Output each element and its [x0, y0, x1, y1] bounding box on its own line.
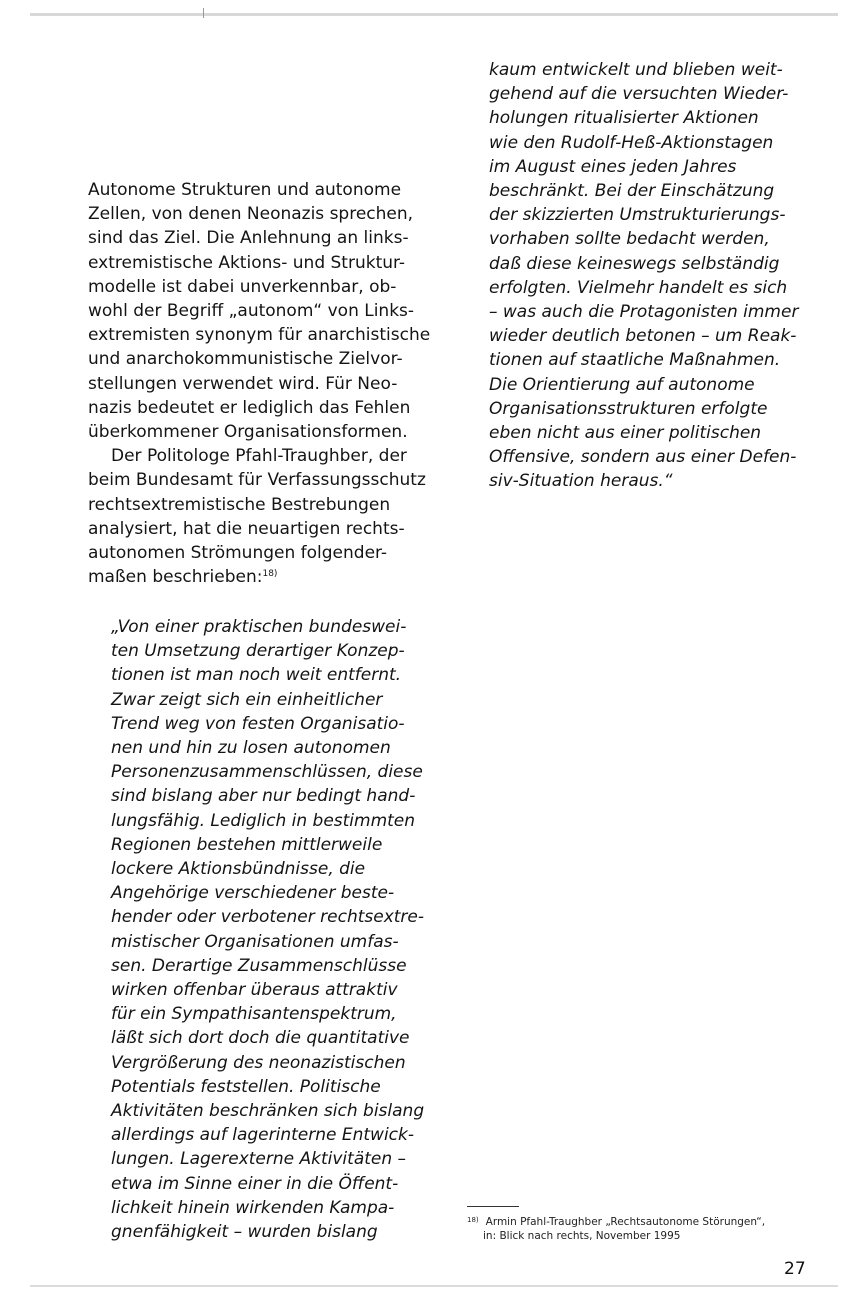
body-line: wohl der Begriff „autonom“ von Links-	[88, 301, 415, 322]
quote-line: holungen ritualisierter Aktionen	[489, 108, 759, 129]
body-line: rechtsextremistische Bestrebungen	[88, 494, 391, 515]
body-line: nazis bedeutet er lediglich das Fehlen	[88, 397, 411, 418]
block-quote-continued	[489, 58, 798, 494]
quote-line: Vergrößerung des neonazistischen	[111, 1052, 406, 1073]
quote-line: beschränkt. Bei der Einschätzung	[489, 181, 775, 202]
body-line: autonomen Strömungen folgender-	[88, 543, 388, 564]
quote-line: wieder deutlich betonen – um Reak-	[489, 326, 797, 347]
quote-line: mistischer Organisationen umfas-	[111, 931, 399, 952]
body-line-text: maßen beschrieben:	[88, 567, 263, 588]
quote-line: der skizzierten Umstrukturierungs-	[489, 205, 786, 226]
body-line: und anarchokommunistische Zielvor-	[88, 349, 403, 370]
footnote-divider	[467, 1206, 519, 1207]
top-tick-mark	[203, 8, 204, 18]
body-line: Autonome Strukturen und autonome	[88, 180, 402, 200]
quote-line: daß diese keineswegs selbständig	[489, 253, 780, 274]
body-line: analysiert, hat die neuartigen rechts-	[88, 518, 405, 539]
body-line: modelle ist dabei unverkennbar, ob-	[88, 276, 397, 297]
quote-line: wie den Rudolf-Heß-Aktionstagen	[489, 132, 774, 153]
quote-line: eben nicht aus einer politischen	[489, 423, 762, 444]
quote-line: etwa im Sinne einer in die Öffent-	[111, 1173, 399, 1194]
quote-line: Offensive, sondern aus einer Defen-	[489, 447, 797, 468]
quote-line: Die Orientierung auf autonome	[489, 374, 755, 395]
quote-line: lungen. Lagerexterne Aktivitäten –	[111, 1149, 407, 1170]
body-line: sind das Ziel. Die Anlehnung an links-	[88, 228, 409, 249]
body-line: Der Politologe Pfahl-Traughber, der	[111, 446, 407, 467]
quote-line: tionen auf staatliche Maßnahmen.	[489, 350, 781, 371]
quote-line: lichkeit hinein wirkenden Kampa-	[111, 1197, 395, 1218]
quote-line: Angehörige verschiedener beste-	[111, 883, 395, 904]
quote-line: im August eines jeden Jahres	[489, 156, 737, 177]
footnote	[467, 1213, 827, 1243]
bottom-border-line	[30, 1285, 838, 1287]
quote-line: gehend auf die versuchten Wieder-	[489, 84, 789, 105]
quote-line: Trend weg von festen Organisatio-	[111, 713, 405, 734]
quote-line: lockere Aktionsbündnisse, die	[111, 859, 366, 880]
footnote-reference: 18)	[262, 569, 278, 580]
quote-line: ten Umsetzung derartiger Konzep-	[111, 641, 405, 662]
body-line: beim Bundesamt für Verfassungsschutz	[88, 470, 426, 491]
quote-line: „Von einer praktischen bundeswei-	[111, 617, 407, 637]
body-line: überkommener Organisationsformen.	[88, 422, 408, 443]
quote-line: tionen ist man noch weit entfernt.	[111, 665, 402, 686]
quote-line: sen. Derartige Zusammenschlüsse	[111, 955, 407, 976]
quote-line: Personenzusammenschlüssen, diese	[111, 762, 423, 783]
quote-line: Zwar zeigt sich ein einheitlicher	[111, 689, 383, 710]
body-line: Zellen, von denen Neonazis sprechen,	[88, 204, 414, 225]
quote-line: siv-Situation heraus.“	[489, 471, 673, 492]
quote-line: Potentials feststellen. Politische	[111, 1076, 381, 1097]
quote-line: hender oder verbotener rechtsextre-	[111, 907, 425, 928]
body-line: extremisten synonym für anarchistische	[88, 325, 431, 346]
footnote-line	[467, 1213, 827, 1229]
quote-line: erfolgten. Vielmehr handelt es sich	[489, 277, 788, 298]
footnote-line: in: Blick nach rechts, November 1995	[483, 1230, 681, 1242]
quote-line: für ein Sympathisantenspektrum,	[111, 1004, 397, 1025]
quote-line: Organisationsstrukturen erfolgte	[489, 398, 768, 419]
body-line: stellungen verwendet wird. Für Neo-	[88, 373, 398, 394]
footnote-marker: 18)	[467, 1216, 479, 1224]
top-border-line	[30, 13, 838, 16]
body-paragraphs	[88, 178, 430, 589]
block-quote	[111, 615, 424, 1244]
quote-line: allerdings auf lagerinterne Entwick-	[111, 1125, 414, 1146]
quote-line: Regionen bestehen mittlerweile	[111, 834, 383, 855]
quote-line: vorhaben sollte bedacht werden,	[489, 229, 770, 250]
page-number: 27	[784, 1259, 806, 1279]
quote-line: lungsfähig. Lediglich in bestimmten	[111, 810, 416, 831]
quote-line: läßt sich dort doch die quantitative	[111, 1028, 410, 1049]
body-line: extremistische Aktions- und Struktur-	[88, 252, 406, 273]
footnote-text: Armin Pfahl-Traughber „Rechtsautonome Störungen“,	[485, 1216, 766, 1228]
quote-line: Aktivitäten beschränken sich bislang	[111, 1101, 425, 1122]
quote-line: nen und hin zu losen autonomen	[111, 738, 391, 759]
quote-line: – was auch die Protagonisten immer	[489, 302, 799, 323]
quote-line: gnenfähigkeit – wurden bislang	[111, 1222, 378, 1243]
body-line-with-footnote	[88, 565, 430, 589]
quote-line: sind bislang aber nur bedingt hand-	[111, 786, 416, 807]
quote-line: kaum entwickelt und blieben weit-	[489, 60, 783, 80]
quote-line: wirken offenbar überaus attraktiv	[111, 980, 398, 1001]
